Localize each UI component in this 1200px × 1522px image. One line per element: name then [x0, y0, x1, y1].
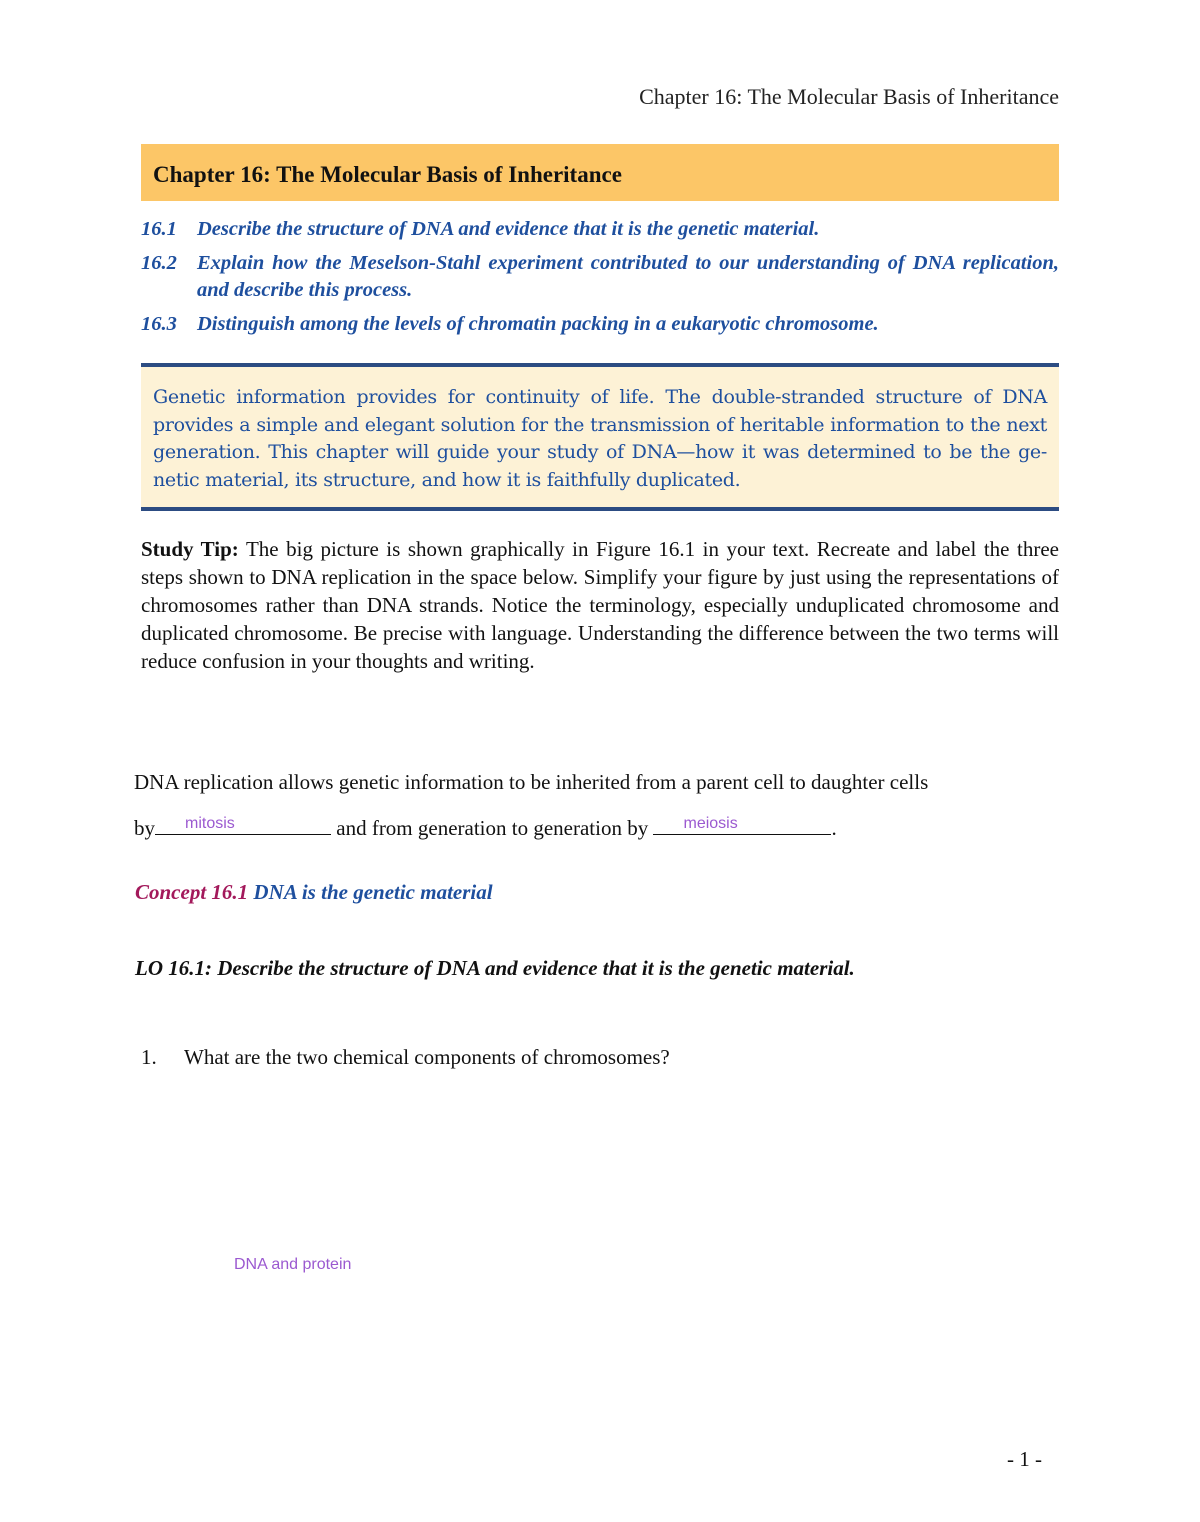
study-tip-text: The big picture is shown graphically in Figure 16.1 in your text. Recreate and label the three steps shown to DNA replication in the space below. Simplify your figure by just using the representations of chromosomes rather than DNA strands. Notice the terminology, especially unduplicated chromosome and duplicated chromosome. Be precise with language. Understanding the difference between the two terms will reduce confusion in your thoughts and writing.: [141, 537, 1059, 673]
objective-number: 16.1: [141, 218, 177, 240]
study-tip-label: Study Tip:: [141, 537, 239, 561]
question-text: What are the two chemical components of chromosomes?: [184, 1045, 670, 1069]
objective-number: 16.3: [141, 313, 177, 335]
learning-objectives: [141, 216, 1059, 345]
objective-text: Explain how the Meselson-Stahl experiment contributed to our understanding of DNA replication, and describe this process.: [197, 252, 1059, 301]
concept-text: DNA is the genetic material: [248, 880, 493, 904]
objective-16-2: [141, 250, 1059, 304]
running-header: Chapter 16: The Molecular Basis of Inheritance: [639, 84, 1059, 109]
replication-middle: and from generation to generation by: [331, 816, 654, 840]
objective-16-1: [141, 216, 1059, 243]
blank-meiosis[interactable]: [653, 816, 831, 835]
answer-mitosis: mitosis: [185, 815, 235, 832]
answer-question-1[interactable]: DNA and protein: [234, 1256, 352, 1273]
question-1: [141, 1045, 670, 1070]
replication-fill-in: [134, 770, 1064, 846]
intro-text: Genetic information provides for continuity of life. The double-stranded structure of DNA provides a simple and elegant solution for the transmission of heritable information to the next generation. This chapter will guide your study of DNA—how it was determined to be the ge-netic material, its structure, and how it is faithfully duplicated.: [153, 386, 1047, 491]
learning-objective-heading: LO 16.1: Describe the structure of DNA and evidence that it is the genetic material.: [135, 956, 855, 980]
concept-label: Concept 16.1: [135, 880, 249, 904]
blank-mitosis[interactable]: [155, 816, 331, 835]
study-tip: [141, 535, 1059, 675]
chapter-title-bar: [141, 144, 1059, 201]
answer-meiosis: meiosis: [683, 815, 738, 832]
intro-box: [141, 363, 1059, 511]
chapter-title: Chapter 16: The Molecular Basis of Inheritance: [153, 161, 622, 187]
page-number: - 1 -: [1007, 1447, 1042, 1471]
concept-heading: [135, 880, 493, 905]
question-number: 1.: [141, 1045, 157, 1069]
replication-blanks-line: [134, 816, 1064, 846]
objective-text: Distinguish among the levels of chromatin packing in a eukaryotic chromosome.: [197, 313, 879, 335]
replication-suffix: .: [831, 816, 837, 840]
replication-prefix: by: [134, 816, 155, 840]
objective-16-3: [141, 311, 1059, 338]
objective-number: 16.2: [141, 252, 177, 274]
replication-sentence: DNA replication allows genetic information to be inherited from a parent cell to daughter cells: [134, 770, 929, 794]
objective-text: Describe the structure of DNA and evidence that it is the genetic material.: [197, 218, 820, 240]
